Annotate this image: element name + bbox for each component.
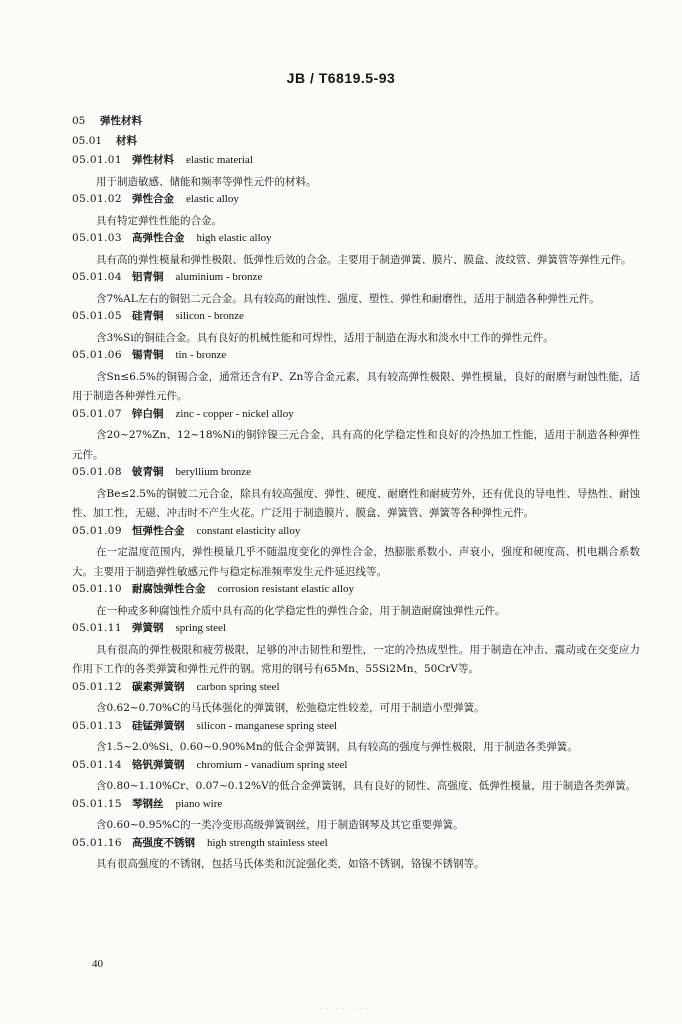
term-code: 05.01.15 (72, 797, 122, 810)
term-english-name: chromium - vanadium spring steel (196, 758, 348, 771)
section-title: 弹性材料 (100, 115, 142, 127)
term-entry (72, 524, 640, 544)
term-definition: 含0.60~0.95%C的一类冷变形高级弹簧钢丝，用于制造钢琴及其它重要弹簧。 (96, 819, 464, 831)
section-heading (72, 114, 640, 134)
term-chinese-name: 琴钢丝 (132, 797, 164, 810)
term-code: 05.01.11 (72, 622, 122, 634)
term-definition: 具有高的弹性模量和弹性极限、低弹性后效的合金。主要用于制造弹簧、膜片、膜盒、波纹管、弹簧管等弹性元件。 (96, 253, 632, 266)
scan-watermark: · · · · · · · · · · (314, 1006, 368, 1012)
term-chinese-name: 弹簧钢 (132, 622, 164, 634)
term-english-name: spring steel (175, 622, 226, 634)
term-definition: 含0.62~0.70%C的马氏体强化的弹簧钢，松弛稳定性较差，可用于制造小型弹簧。 (96, 702, 485, 714)
section-code: 05 (72, 115, 86, 127)
subsection-heading (72, 134, 640, 154)
term-code: 05.01.05 (72, 310, 122, 322)
term-entry (72, 153, 640, 173)
term-chinese-name: 高强度不锈钢 (132, 836, 195, 849)
term-chinese-name: 耐腐蚀弹性合金 (132, 583, 206, 595)
term-chinese-name: 恒弹性合金 (132, 524, 185, 537)
term-code: 05.01.16 (72, 836, 122, 849)
term-definition: 具有特定弹性性能的合金。 (96, 214, 222, 227)
term-entry (72, 407, 640, 427)
term-code: 05.01.06 (72, 349, 122, 361)
term-english-name: beryllium bronze (175, 466, 251, 478)
term-entry (72, 680, 640, 700)
term-english-name: silicon - bronze (175, 310, 244, 322)
term-entry (72, 270, 640, 290)
term-code: 05.01.08 (72, 466, 122, 478)
page-number: 40 (92, 958, 103, 970)
term-english-name: aluminium - bronze (175, 271, 263, 283)
term-definition: 含Be≤2.5%的铜铍二元合金，除具有较高强度、弹性、硬度、耐磨性和耐疲劳外，还有优良的导电性、导热性、耐蚀性、加工性，无磁、冲击时不产生火花。广泛用于制造膜片、膜盒、弹簧管、弹簧等各种弹性元件。 (72, 487, 640, 519)
subsection-title: 材料 (116, 134, 137, 147)
term-english-name: zinc - copper - nickel alloy (175, 407, 294, 420)
term-definition: 在一种或多种腐蚀性介质中具有高的化学稳定性的弹性合金，用于制造耐腐蚀弹性元件。 (96, 604, 506, 617)
term-list (72, 153, 640, 875)
term-chinese-name: 硅锰弹簧钢 (132, 719, 185, 732)
term-definition: 在一定温度范围内，弹性模量几乎不随温度变化的弹性合金，热膨胀系数小、声衰小，强度和硬度高、机电耦合系数大。主要用于制造弹性敏感元件与稳定标准频率发生元件延迟线等。 (72, 546, 640, 578)
term-entry (72, 758, 640, 778)
term-entry (72, 621, 640, 641)
term-english-name: high strength stainless steel (207, 836, 328, 849)
term-chinese-name: 铬钒弹簧钢 (132, 758, 185, 771)
term-chinese-name: 铍青铜 (132, 466, 164, 478)
term-entry (72, 348, 640, 368)
subsection-code: 05.01 (72, 134, 103, 147)
term-entry (72, 719, 640, 739)
term-definition: 具有很高的弹性极限和疲劳极限，足够的冲击韧性和塑性，一定的冷热成型性。用于制造在冲击、震动或在交变应力作用下工作的各类弹簧和弹性元件的钢。常用的钢号有65Mn、55Si2Mn、50CrV等。 (72, 643, 640, 675)
term-code: 05.01.12 (72, 680, 122, 693)
term-definition: 含Sn≤6.5%的铜锡合金，通常还含有P、Zn等合金元素，具有较高弹性极限、弹性模量，良好的耐磨与耐蚀性能，适用于制造各种弹性元件。 (72, 370, 640, 402)
term-definition: 含7%AL左右的铜铝二元合金。具有较高的耐蚀性、强度、塑性、弹性和耐磨性，适用于制造各种弹性元件。 (96, 292, 600, 305)
term-english-name: high elastic alloy (196, 232, 272, 244)
term-chinese-name: 弹性材料 (132, 154, 174, 166)
term-definition: 用于制造敏感、储能和频率等弹性元件的材料。 (96, 175, 317, 188)
content-body (72, 114, 640, 875)
term-english-name: piano wire (175, 797, 223, 810)
term-code: 05.01.10 (72, 583, 122, 595)
term-entry (72, 582, 640, 602)
term-entry (72, 231, 640, 251)
term-chinese-name: 锡青铜 (132, 349, 164, 361)
term-code: 05.01.13 (72, 719, 122, 732)
term-entry (72, 797, 640, 817)
standard-header: JB / T6819.5-93 (286, 70, 396, 86)
term-definition: 含1.5~2.0%Si、0.60~0.90%Mn的低合金弹簧钢，具有较高的强度与弹性极限，用于制造各类弹簧。 (96, 741, 578, 753)
term-english-name: constant elasticity alloy (196, 524, 301, 537)
term-code: 05.01.04 (72, 271, 122, 283)
term-chinese-name: 高弹性合金 (132, 232, 185, 244)
term-entry (72, 836, 640, 856)
term-english-name: corrosion resistant elastic alloy (217, 583, 355, 595)
term-chinese-name: 碳素弹簧钢 (132, 680, 185, 693)
term-code: 05.01.07 (72, 407, 122, 420)
term-definition: 含20~27%Zn、12~18%Ni的铜锌镍三元合金，具有高的化学稳定性和良好的冷热加工性能，适用于制造各种弹性元件。 (72, 429, 640, 461)
term-chinese-name: 铝青铜 (132, 271, 164, 283)
term-chinese-name: 锌白铜 (132, 407, 164, 420)
term-code: 05.01.02 (72, 193, 122, 205)
term-entry (72, 309, 640, 329)
term-chinese-name: 弹性合金 (132, 193, 174, 205)
term-code: 05.01.03 (72, 232, 122, 244)
term-english-name: elastic material (186, 154, 253, 166)
term-entry (72, 192, 640, 212)
term-definition: 具有很高强度的不锈钢，包括马氏体类和沉淀强化类，如铬不锈钢，铬镍不锈钢等。 (96, 858, 485, 870)
term-code: 05.01.01 (72, 154, 122, 166)
term-chinese-name: 硅青铜 (132, 310, 164, 322)
term-english-name: elastic alloy (186, 193, 239, 205)
term-definition: 含3%Si的铜硅合金。具有良好的机械性能和可焊性，适用于制造在海水和淡水中工作的弹性元件。 (96, 331, 554, 344)
term-code: 05.01.09 (72, 524, 122, 537)
term-definition: 含0.80~1.10%Cr、0.07~0.12%V的低合金弹簧钢，具有良好的韧性、高强度、低弹性模量，用于制造各类弹簧。 (96, 780, 637, 792)
term-code: 05.01.14 (72, 758, 122, 771)
term-english-name: tin - bronze (175, 349, 227, 361)
term-english-name: silicon - manganese spring steel (196, 719, 338, 732)
term-english-name: carbon spring steel (196, 680, 280, 693)
term-entry (72, 465, 640, 485)
